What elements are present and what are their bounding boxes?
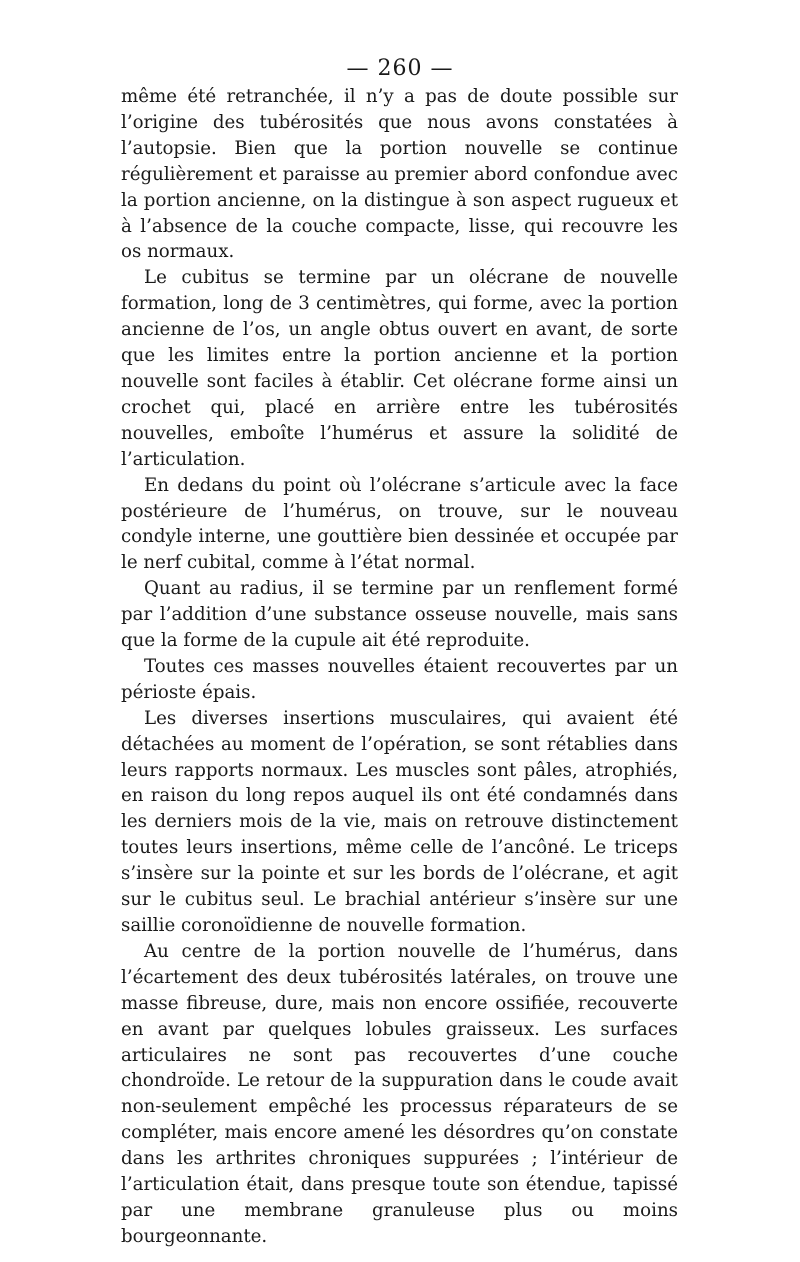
paragraph-2: Le cubitus se termine par un olécrane de nouvelle formation, long de 3 centimètres, qui forme, avec la portion ancienne de l’os, un angle obtus ouvert en avant, de sorte que les limites entre la portion ancienne et la portion nouvelle sont faciles à établir. Cet olécrane forme ainsi un crochet qui, placé en arrière entre les tubérosités nouvelles, emboîte l’humérus et assure la solidité de l’articulation. <box>121 267 678 470</box>
page-number: — 260 — <box>346 56 454 81</box>
paragraph-5: Toutes ces masses nouvelles étaient recouvertes par un périoste épais. <box>121 655 678 703</box>
paragraph-4: Quant au radius, il se termine par un renflement formé par l’addition d’une substance osseuse nouvelle, mais sans que la forme de la cupule ait été reproduite. <box>121 578 678 652</box>
paragraph-7: Au centre de la portion nouvelle de l’humérus, dans l’écartement des deux tubérosités latérales, on trouve une masse fibreuse, dure, mais non encore ossifiée, recouverte en avant par quelques lobules graisseux. Les surfaces articulaires ne sont pas recouvertes d’une couche chondroïde. Le retour de la suppuration dans le coude avait non-seulement empêché les processus réparateurs de se compléter, mais encore amené les désordres qu’on constate dans les arthrites chroniques suppurées ; l’intérieur de l’articulation était, dans presque toute son étendue, tapissé par une membrane granuleuse plus ou moins bourgeonnante. <box>121 940 678 1247</box>
paragraph-6: Les diverses insertions musculaires, qui avaient été détachées au moment de l’opération, se sont rétablies dans leurs rapports normaux. Les muscles sont pâles, atrophiés, en raison du long repos auquel ils ont été condamnés dans les derniers mois de la vie, mais on retrouve distinctement toutes leurs insertions, même celle de l’ancôné. Le triceps s’insère sur la pointe et sur les bords de l’olécrane, et agit sur le cubitus seul. Le brachial antérieur s’insère sur une saillie coronoïdienne de nouvelle formation. <box>121 707 678 936</box>
body-text <box>121 84 678 1250</box>
paragraph-3: En dedans du point où l’olécrane s’articule avec la face postérieure de l’humérus, on trouve, sur le nouveau condyle interne, une gouttière bien dessinée et occupée par le nerf cubital, comme à l’état normal. <box>121 474 678 574</box>
paragraph-1: même été retranchée, il n’y a pas de doute possible sur l’origine des tubérosités que nous avons constatées à l’autopsie. Bien que la portion nouvelle se continue régulièrement et paraisse au premier abord confondue avec la portion ancienne, on la distingue à son aspect rugueux et à l’absence de la couche compacte, lisse, qui recouvre les os normaux. <box>121 86 678 263</box>
